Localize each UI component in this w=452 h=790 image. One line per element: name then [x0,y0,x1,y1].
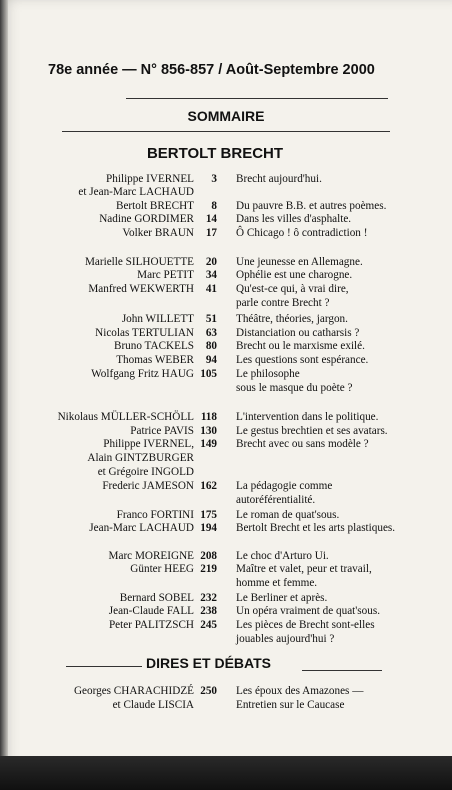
toc-page-number: 130 [200,425,217,437]
toc-article-title: parle contre Brecht ? [236,297,330,309]
toc-page-number: 94 [205,354,217,366]
toc-row [0,327,452,340]
toc-article-title: Brecht avec ou sans modèle ? [236,438,369,450]
toc-article-title: autoréférentialité. [236,494,316,506]
toc-article-title: homme et femme. [236,577,318,589]
toc-author: Patrice PAVIS [130,425,194,437]
toc-row [0,283,452,296]
toc-page-number: 208 [200,550,217,562]
toc-article-title: Une jeunesse en Allemagne. [236,256,363,268]
toc-article-title: Les questions sont espérance. [236,354,369,366]
toc-article-title: Un opéra vraiment de quat'sous. [236,605,380,617]
toc-author: et Grégoire INGOLD [97,466,194,478]
toc-author: Bruno TACKELS [113,340,194,352]
toc-article-title: Entretien sur le Caucase [236,699,345,711]
toc-page-number: 8 [211,200,217,212]
toc-row [0,425,452,438]
toc-author: Bertolt BRECHT [115,200,194,212]
toc-page-number: 20 [205,256,217,268]
toc-page-number: 219 [200,563,217,575]
toc-article-title: sous le masque du poète ? [236,382,353,394]
toc-page-number: 51 [205,313,217,325]
toc-row [0,577,452,590]
toc-article-title: Le Berliner et après. [236,592,328,604]
toc-author: Marc PETIT [137,269,194,281]
toc-article-title: Brecht aujourd'hui. [236,173,322,185]
toc-page-number: 3 [211,173,217,185]
toc-row [0,605,452,618]
toc-author: Wolfgang Fritz HAUG [91,368,194,380]
toc-row [0,173,452,186]
toc-row [0,227,452,240]
toc-page-number: 245 [200,619,217,631]
toc-page-number: 232 [200,592,217,604]
toc-page-number: 17 [205,227,217,239]
issue-header: 78e année — N° 856-857 / Août-Septembre 2000 [48,62,375,78]
toc-row [0,494,452,507]
toc-row [0,563,452,576]
toc-row [0,297,452,310]
toc-article-title: Bertolt Brecht et les arts plastiques. [236,522,396,534]
toc-author: Bernard SOBEL [119,592,194,604]
toc-row [0,213,452,226]
toc-article-title: Le choc d'Arturo Ui. [236,550,329,562]
toc-article-title: Le roman de quat'sous. [236,509,340,521]
toc-article-title: Maître et valet, peur et travail, [236,563,372,575]
rule-dires-left [66,666,142,667]
toc-page-number: 14 [205,213,217,225]
toc-row [0,699,452,712]
toc-article-title: Le gestus brechtien et ses avatars. [236,425,388,437]
toc-page-number: 194 [200,522,217,534]
toc-row [0,340,452,353]
toc-row [0,313,452,326]
toc-article-title: L'intervention dans le politique. [236,411,379,423]
toc-page-number: 238 [200,605,217,617]
toc-author: Frederic JAMESON [102,480,194,492]
toc-row [0,592,452,605]
toc-article-title: La pédagogie comme [236,480,333,492]
toc-page-number: 149 [200,438,217,450]
toc-author: Franco FORTINI [116,509,194,521]
toc-article-title: Le philosophe [236,368,300,380]
toc-author: Peter PALITZSCH [108,619,194,631]
toc-page-number: 63 [205,327,217,339]
toc-page-number: 41 [205,283,217,295]
toc-row [0,480,452,493]
toc-article-title: Dans les villes d'asphalte. [236,213,352,225]
toc-row [0,382,452,395]
toc-author: Georges CHARACHIDZÉ [73,685,194,697]
toc-article-title: Du pauvre B.B. et autres poèmes. [236,200,387,212]
toc-page-number: 34 [205,269,217,281]
toc-article-title: Ophélie est une charogne. [236,269,353,281]
section-title-dires-et-debats: DIRES ET DÉBATS [146,655,271,671]
toc-row [0,256,452,269]
sommaire-title: SOMMAIRE [187,108,265,124]
toc-author: Nadine GORDIMER [99,213,194,225]
toc-page-number: 118 [200,411,217,423]
toc-page-number: 105 [200,368,217,380]
toc-page-number: 80 [205,340,217,352]
toc-author: et Claude LISCIA [112,699,194,711]
toc-row [0,452,452,465]
toc-author: Marc MOREIGNE [108,550,194,562]
toc-row [0,411,452,424]
toc-author: Thomas WEBER [116,354,194,366]
toc-page-number: 175 [200,509,217,521]
toc-row [0,619,452,632]
toc-row [0,186,452,199]
toc-row [0,550,452,563]
toc-row [0,466,452,479]
section-title-bertolt-brecht: BERTOLT BRECHT [146,145,284,162]
toc-author: Marielle SILHOUETTE [84,256,194,268]
toc-author: Philippe IVERNEL, [103,438,194,450]
toc-row [0,438,452,451]
toc-row [0,269,452,282]
toc-author: Alain GINTZBURGER [87,452,194,464]
toc-row [0,685,452,698]
toc-row [0,633,452,646]
toc-article-title: Qu'est-ce qui, à vrai dire, [236,283,349,295]
toc-page-number: 250 [200,685,217,697]
toc-author: John WILLETT [121,313,194,325]
toc-author: et Jean-Marc LACHAUD [78,186,194,198]
toc-author: Volker BRAUN [122,227,194,239]
toc-row [0,200,452,213]
toc-row [0,368,452,381]
toc-article-title: Distanciation ou catharsis ? [236,327,360,339]
toc-author: Günter HEEG [130,563,194,575]
toc-row [0,509,452,522]
toc-article-title: Les pièces de Brecht sont-elles [236,619,375,631]
toc-article-title: Théâtre, théories, jargon. [236,313,348,325]
toc-author: Jean-Marc LACHAUD [89,522,194,534]
toc-row [0,522,452,535]
toc-article-title: Les époux des Amazones — [236,685,364,697]
page-bottom-shadow [0,756,452,790]
toc-author: Philippe IVERNEL [106,173,194,185]
toc-row [0,354,452,367]
toc-article-title: Ô Chicago ! ô contradiction ! [236,227,368,239]
toc-article-title: Brecht ou le marxisme exilé. [236,340,365,352]
toc-author: Nikolaus MÜLLER-SCHÖLL [57,411,194,423]
toc-article-title: jouables aujourd'hui ? [236,633,335,645]
rule-dires-right [302,670,382,671]
toc-author: Manfred WEKWERTH [88,283,194,295]
toc-author: Nicolas TERTULIAN [95,327,194,339]
toc-author: Jean-Claude FALL [108,605,194,617]
toc-page-number: 162 [200,480,217,492]
